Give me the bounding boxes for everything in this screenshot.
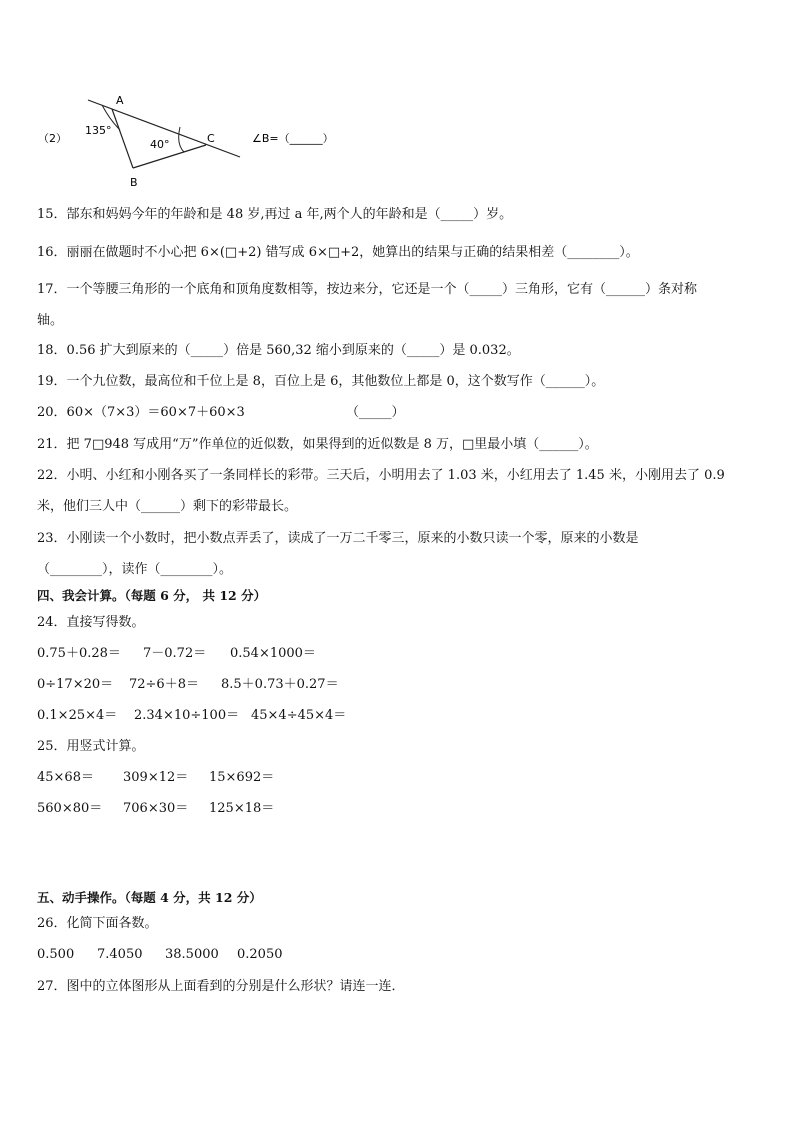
question-17-line-1: 17．一个等腰三角形的一个底角和顶角度数相等，按边来分，它还是一个（_____）三角形，它有（______）条对称 — [37, 282, 698, 297]
vertex-c-label: C — [207, 132, 215, 145]
angle-40-label: 40° — [150, 138, 170, 151]
question-26-title: 26．化简下面各数。 — [37, 916, 158, 931]
q24-row-2-item-1: 0÷17×20＝ — [37, 677, 114, 692]
q26-value-2: 7.4050 — [97, 947, 143, 962]
q25-row-2-item-2: 706×30＝ — [123, 801, 189, 816]
item-label: （2） — [38, 132, 67, 145]
q26-value-4: 0.2050 — [237, 947, 283, 962]
question-19: 19．一个九位数，最高位和千位上是 8，百位上是 6，其他数位上都是 0，这个数写作（______）。 — [37, 374, 605, 389]
question-23-line-2: （________），读作（________）。 — [37, 562, 233, 577]
angle-b-answer: ∠B=（______） — [252, 132, 334, 145]
question-24-title: 24．直接写得数。 — [37, 615, 145, 630]
figure-side-ab — [112, 109, 133, 168]
question-20-expression: 20．60×（7×3）＝60×7＋60×3 — [37, 405, 245, 420]
question-18: 18．0.56 扩大到原来的（_____）倍是 560,32 缩小到原来的（_____）是 0.032。 — [37, 343, 520, 358]
q24-row-2-item-3: 8.5＋0.73＋0.27＝ — [221, 677, 339, 692]
q25-row-2-item-3: 125×18＝ — [209, 801, 275, 816]
vertex-b-label: B — [130, 176, 138, 189]
q25-row-2-item-1: 560×80＝ — [37, 801, 103, 816]
q24-row-2-item-2: 72÷6＋8＝ — [129, 677, 199, 692]
figure-side-bc — [133, 145, 206, 168]
question-27-title: 27．图中的立体图形从上面看到的分别是什么形状？请连一连． — [37, 979, 405, 994]
q24-row-3-item-3: 45×4÷45×4＝ — [251, 708, 347, 723]
section-5-heading: 五、动手操作。（每题 4 分，共 12 分） — [37, 890, 262, 905]
question-21: 21．把 7□948 写成用“万”作单位的近似数，如果得到的近似数是 8 万，□里最小填（______）。 — [37, 437, 598, 452]
q24-row-1-item-2: 7－0.72＝ — [143, 646, 207, 661]
question-17-line-2: 轴。 — [37, 313, 64, 328]
q26-value-1: 0.500 — [37, 947, 75, 962]
vertex-a-label: A — [116, 94, 124, 107]
triangle-figure — [30, 92, 334, 192]
question-23-line-1: 23．小刚读一个小数时，把小数点弄丢了，读成了一万二千零三，原来的小数只读一个零，原来的小数是 — [37, 531, 639, 546]
angle-135-label: 135° — [85, 124, 112, 137]
q26-value-3: 38.5000 — [165, 947, 219, 962]
question-22-line-2: 米，他们三人中（______）剩下的彩带最长。 — [37, 499, 298, 514]
q25-row-1-item-3: 15×692＝ — [209, 770, 275, 785]
q24-row-3-item-2: 2.34×10÷100＝ — [134, 708, 240, 723]
q24-row-1-item-3: 0.54×1000＝ — [230, 646, 316, 661]
question-16: 16．丽丽在做题时不小心把 6×(□+2) 错写成 6×□+2，她算出的结果与正确的结果相差（________）。 — [37, 245, 639, 260]
q24-row-3-item-1: 0.1×25×4＝ — [37, 708, 118, 723]
section-4-heading: 四、我会计算。（每题 6 分， 共 12 分） — [37, 588, 267, 603]
question-15: 15．郜东和妈妈今年的年龄和是 48 岁,再过 a 年,两个人的年龄和是（_____）岁。 — [37, 207, 513, 222]
q25-row-1-item-2: 309×12＝ — [123, 770, 189, 785]
question-20-blank: （_____） — [346, 405, 405, 420]
q25-row-1-item-1: 45×68＝ — [37, 770, 94, 785]
q24-row-1-item-1: 0.75＋0.28＝ — [37, 646, 121, 661]
question-25-title: 25．用竖式计算。 — [37, 739, 145, 754]
angle-arc-40 — [179, 127, 184, 152]
question-22-line-1: 22．小明、小红和小刚各买了一条同样长的彩带。三天后，小明用去了 1.03 米，小红用去了 1.45 米，小刚用去了 0.9 — [37, 468, 725, 483]
